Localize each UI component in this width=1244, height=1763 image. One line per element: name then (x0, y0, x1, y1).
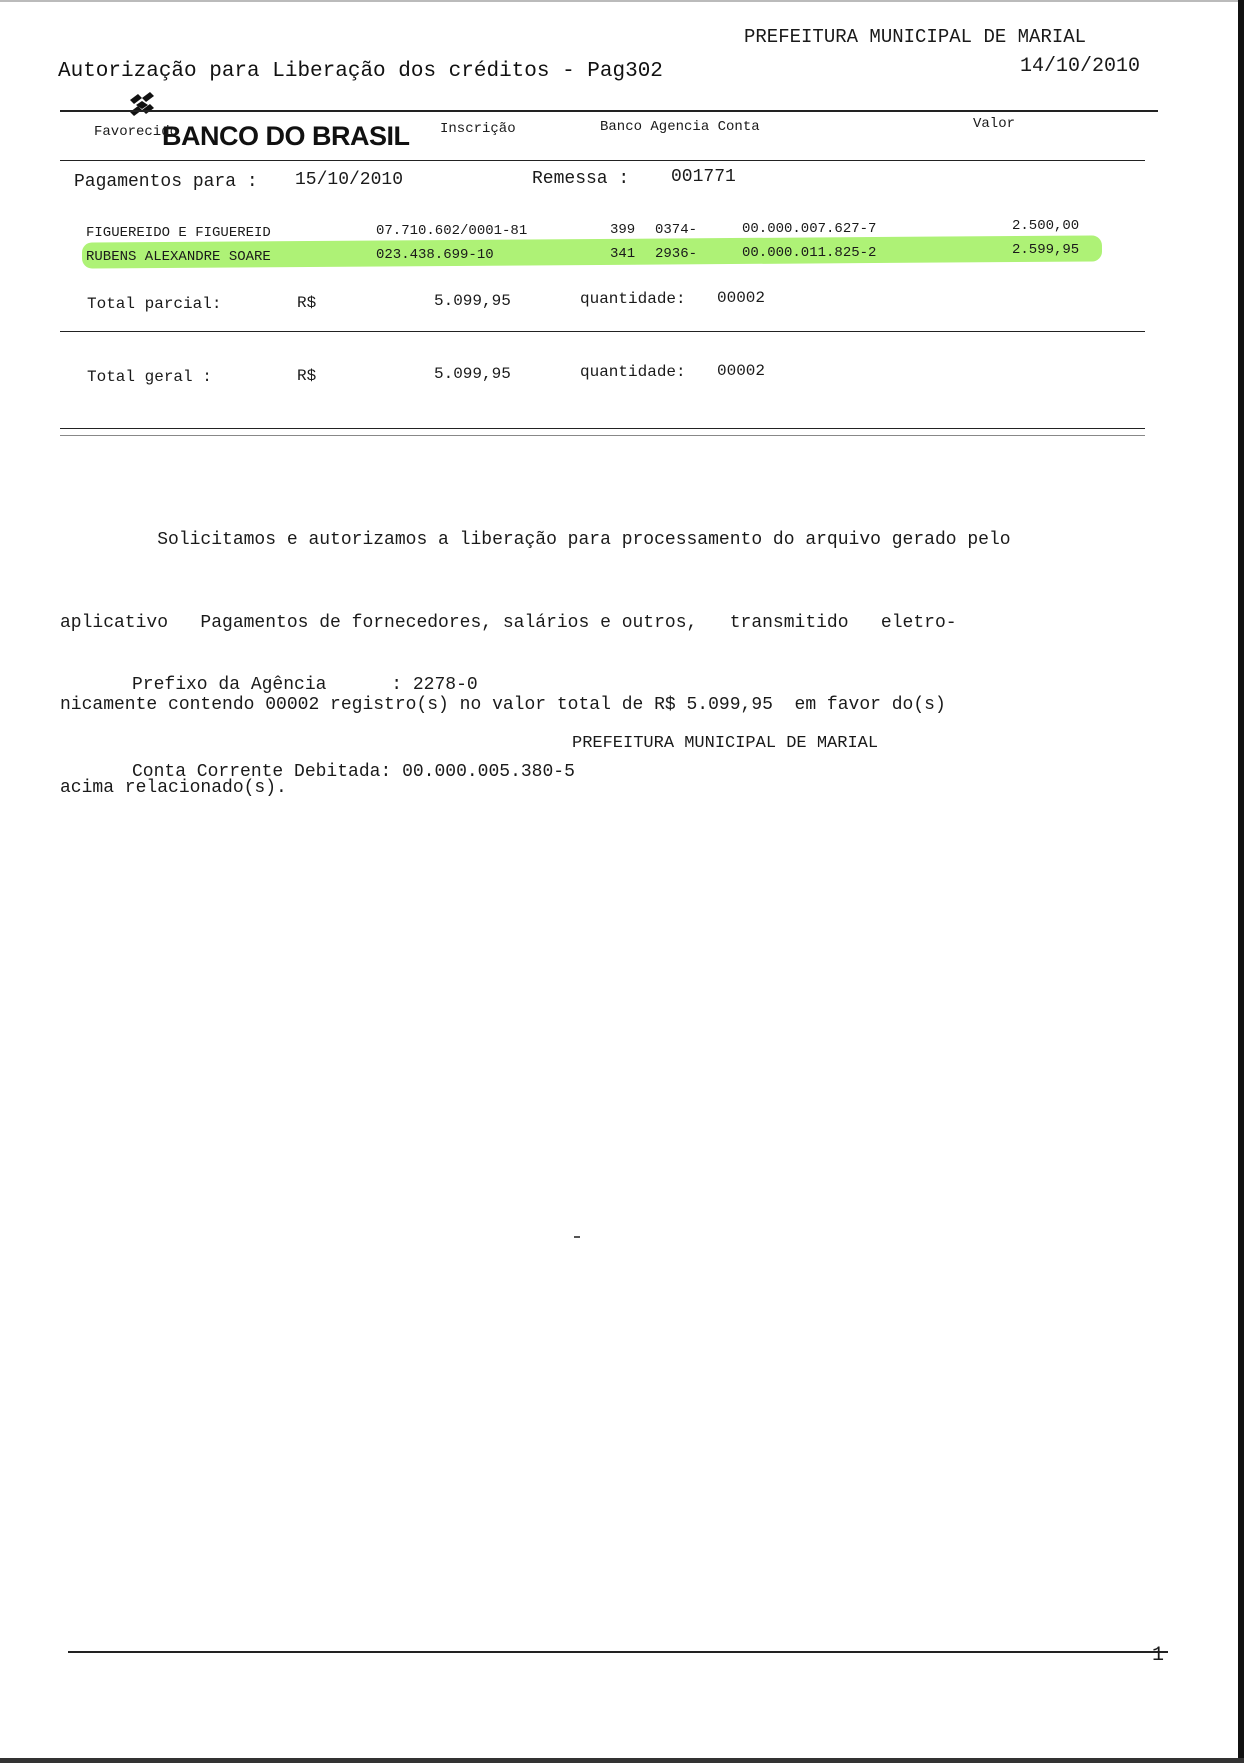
general-total-value: 5.099,95 (434, 365, 511, 383)
paragraph-line: Solicitamos e autorizamos a liberação para processamento do arquivo gerado pelo (60, 530, 1011, 550)
col-header-banco-agencia-conta: Banco Agencia Conta (600, 119, 760, 135)
signature-organization: PREFEITURA MUNICIPAL DE MARIAL (572, 734, 879, 753)
bank-logo (58, 30, 410, 187)
general-rule (60, 428, 1145, 429)
general-total-label: Total geral : (87, 368, 212, 386)
page-number: 1 (1152, 1644, 1165, 1667)
payments-for-label: Pagamentos para : (74, 172, 258, 192)
row-1-valor: 2.500,00 (1012, 218, 1080, 234)
scan-speck (574, 1236, 580, 1238)
scan-edge-right (1238, 0, 1244, 1763)
partial-total-currency: R$ (297, 294, 317, 312)
document-date: 14/10/2010 (1020, 55, 1141, 78)
partial-quantity-label: quantidade: (580, 290, 686, 308)
scan-edge-top (0, 0, 1244, 2)
paragraph-line: nicamente contendo 00002 registro(s) no valor total de R$ 5.099,95 em favor do(s) (60, 695, 946, 715)
row-1-inscricao: 07.710.602/0001-81 (376, 223, 528, 239)
header-rule (60, 110, 1158, 112)
row-2-inscricao: 023.438.699-10 (376, 247, 494, 263)
payments-date: 15/10/2010 (295, 170, 404, 190)
row-1-favorecido: FIGUEREIDO E FIGUEREID (86, 225, 271, 241)
agency-prefix-label: Prefixo da Agência (132, 675, 327, 695)
account-label: Conta Corrente Debitada: (132, 762, 392, 782)
organization-header: PREFEITURA MUNICIPAL DE MARIAL (744, 26, 1087, 48)
row-2-conta: 00.000.011.825-2 (742, 245, 877, 261)
account-value: 00.000.005.380-5 (402, 762, 575, 782)
agency-prefix-value: 2278-0 (412, 675, 478, 695)
row-1-conta: 00.000.007.627-7 (742, 221, 877, 237)
bank-name: BANCO DO BRASIL (162, 121, 410, 151)
row-2-banco: 341 (610, 246, 636, 262)
partial-total-value: 5.099,95 (434, 292, 511, 310)
account-info: Prefixo da Agência : 2278-0 Conta Corrente Debitada: 00.000.005.380-5 (132, 675, 575, 782)
col-header-valor: Valor (973, 116, 1016, 132)
footer-rule (68, 1651, 1168, 1653)
general-rule-faint (60, 435, 1145, 436)
remessa-number: 001771 (671, 167, 736, 187)
row-1-agencia: 0374- (655, 222, 698, 238)
row-2-agencia: 2936- (655, 246, 698, 262)
col-header-favorecido: Favorecido (94, 124, 179, 140)
general-quantity: 00002 (717, 362, 766, 380)
row-2-favorecido: RUBENS ALEXANDRE SOARE (86, 249, 271, 265)
col-header-inscricao: Inscrição (440, 121, 516, 137)
partial-rule (60, 331, 1145, 332)
row-2-valor: 2.599,95 (1012, 242, 1080, 258)
row-1-banco: 399 (610, 222, 636, 238)
paragraph-line: aplicativo Pagamentos de fornecedores, salários e outros, transmitido eletro- (60, 612, 957, 633)
partial-total-label: Total parcial: (87, 295, 222, 313)
scan-edge-bottom (0, 1758, 1244, 1763)
general-quantity-label: quantidade: (580, 363, 686, 381)
partial-quantity: 00002 (717, 289, 766, 307)
paragraph-line: acima relacionado(s). (60, 777, 287, 798)
general-total-currency: R$ (297, 367, 317, 385)
document-title: Autorização para Liberação dos créditos - Pag302 (58, 60, 663, 83)
column-rule (60, 160, 1145, 161)
remessa-label: Remessa : (532, 169, 630, 189)
